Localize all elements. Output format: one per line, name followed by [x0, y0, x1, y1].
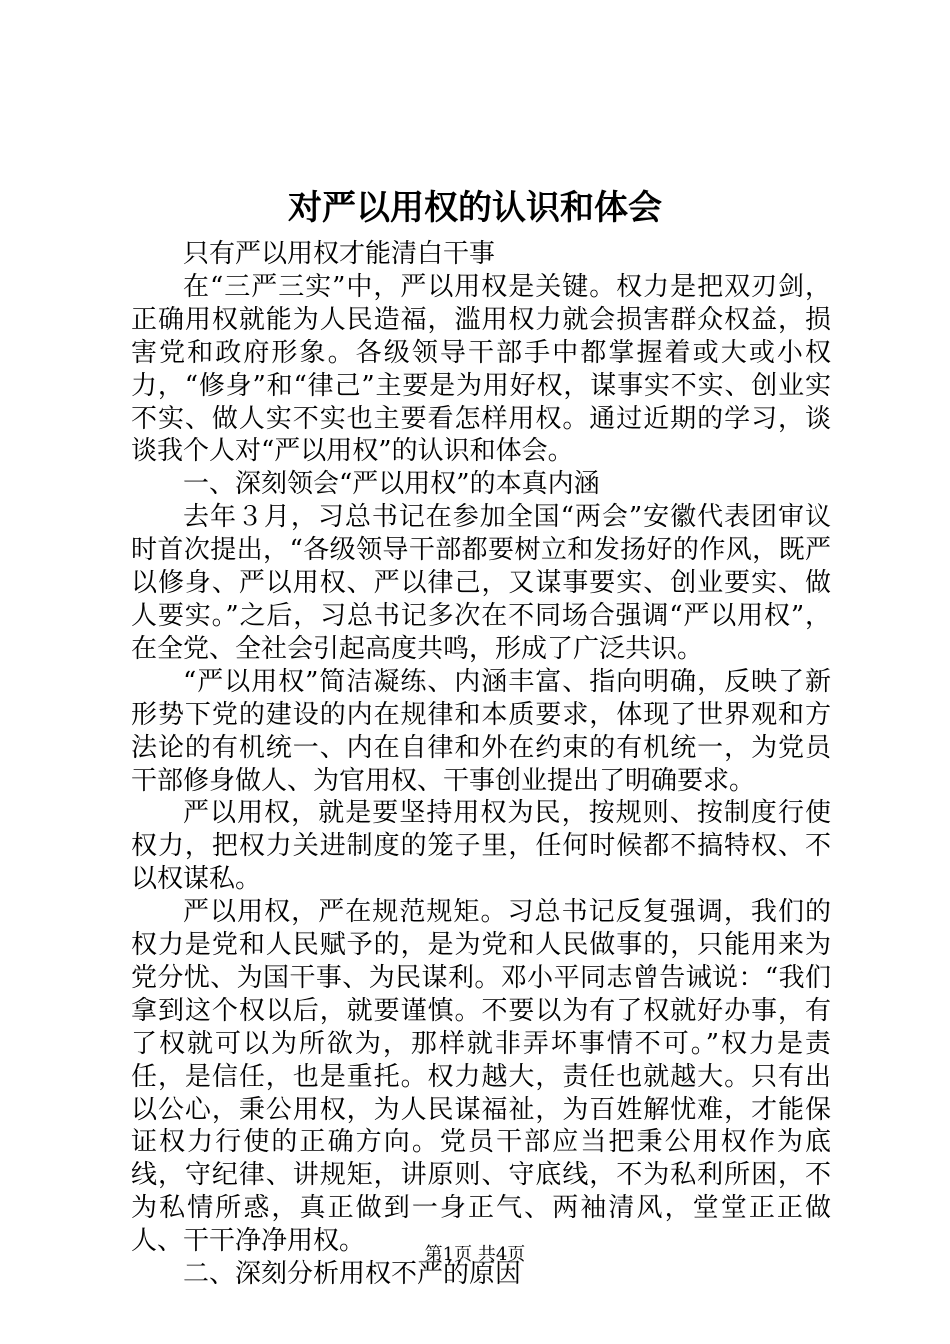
section-heading-2: 二、深刻分析用权不严的原因 — [183, 1259, 522, 1290]
paragraph: 严以用权，严在规范规矩。习总书记反复强调，我们的权力是党和人民赋予的，是为党和人民做事的，只能用来为党分忧、为国干事、为民谋利。邓小平同志曾告诫说：“我们拿到这个权以后，就要谨慎。不要以为有了权就好办事，有了权就可以为所欲为，那样就非弄坏事情不可。”权力是责任，是信任，也是重托。权力越大，责任也就越大。只有出以公心，秉公用权，为人民谋福祉，为百姓解忧难，才能保证权力行使的正确方向。党员干部应当把秉公用权作为底线，守纪律、讲规矩，讲原则、守底线，不为私利所困，不为私情所惑，真正做到一身正气、两袖清风，堂堂正正做人、干干净净用权。 — [131, 897, 831, 1257]
page-number-footer: 第1页 共4页 — [424, 1244, 526, 1265]
paragraph: 去年３月，习总书记在参加全国“两会”安徽代表团审议时首次提出，“各级领导干部都要树立和发扬好的作风，既严以修身、严以用权、严以律己，又谋事要实、创业要实、做人要实。”之后，习总书记多次在不同场合强调“严以用权”，在全党、全社会引起高度共鸣，形成了广泛共识。 — [131, 502, 831, 664]
paragraph: 严以用权，就是要坚持用权为民，按规则、按制度行使权力，把权力关进制度的笼子里，任何时候都不搞特权、不以权谋私。 — [131, 798, 831, 895]
document-body — [131, 238, 831, 1291]
paragraph-subtitle: 只有严以用权才能清白干事 — [183, 239, 496, 269]
paragraph-intro: 在“三严三实”中，严以用权是关键。权力是把双刃剑，正确用权就能为人民造福，滥用权力就会损害群众权益，损害党和政府形象。各级领导干部手中都掌握着或大或小权力，“修身”和“律己”主要是为用好权，谋事实不实、创业实不实、做人实不实也主要看怎样用权。通过近期的学习，谈谈我个人对“严以用权”的认识和体会。 — [131, 271, 831, 467]
page-title: 对严以用权的认识和体会 — [288, 188, 662, 228]
paragraph: “严以用权”简洁凝练、内涵丰富、指向明确，反映了新形势下党的建设的内在规律和本质要求，体现了世界观和方法论的有机统一、内在自律和外在约束的有机统一，为党员干部修身做人、为官用权、干事创业提出了明确要求。 — [131, 666, 831, 796]
section-heading-1: 一、深刻领会“严以用权”的本真内涵 — [183, 469, 600, 500]
